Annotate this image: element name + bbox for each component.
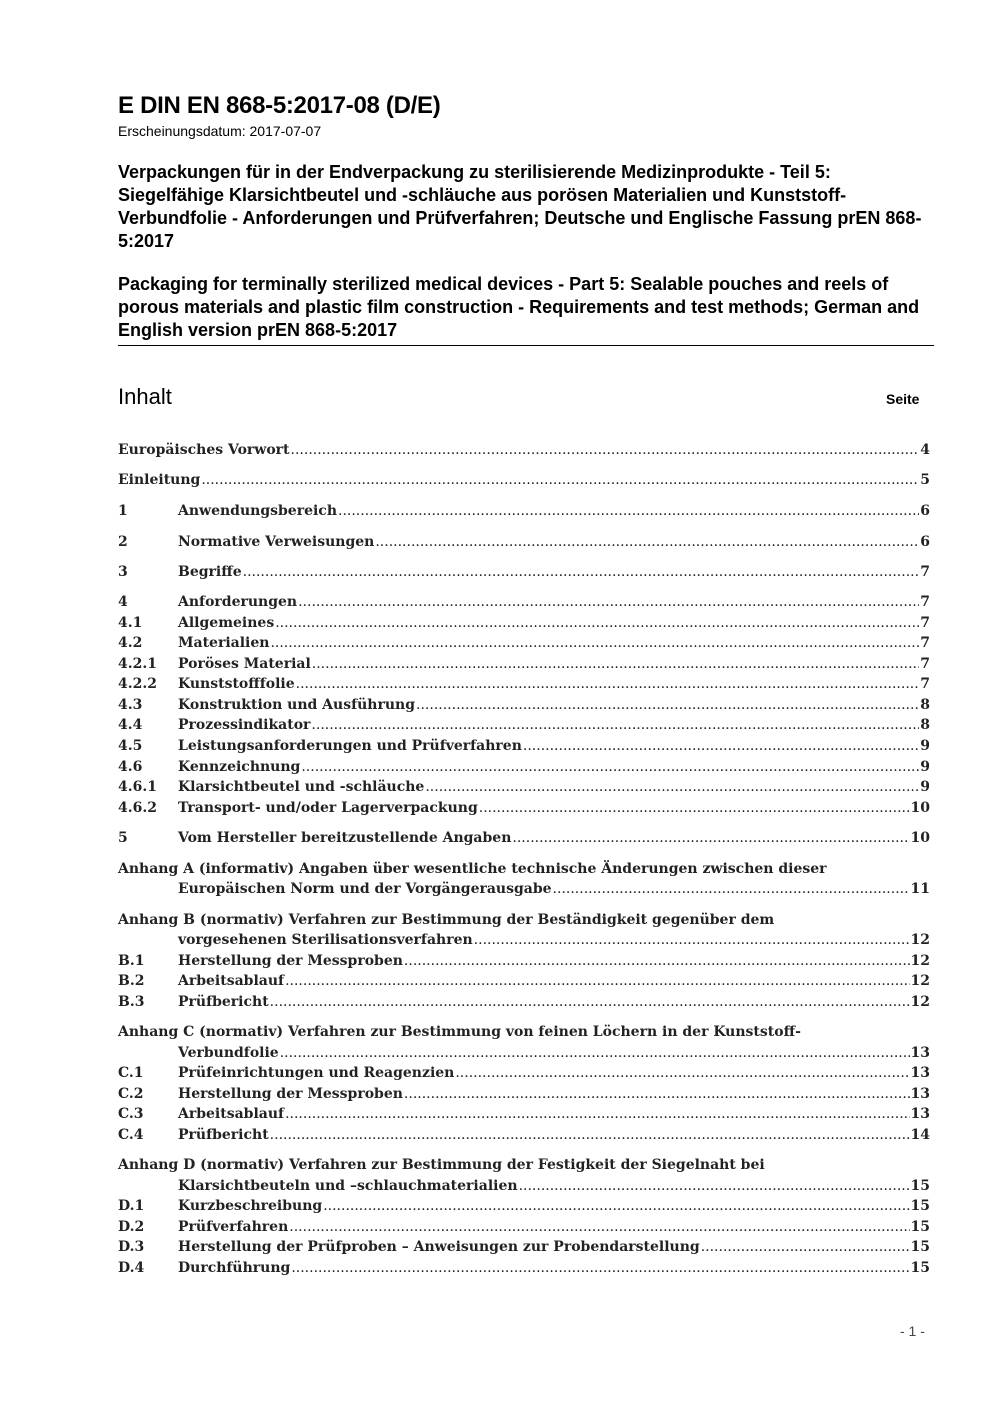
toc-entry-title: Normative Verweisungen [178, 534, 375, 550]
toc-entry-title: Anwendungsbereich [178, 503, 337, 519]
toc-entry[interactable] [118, 736, 930, 756]
toc-entry-title: Europäisches Vorwort [118, 442, 290, 458]
toc-entry-number: D.3 [118, 1239, 145, 1255]
toc-entry-title: Arbeitsablauf [178, 973, 285, 989]
toc-entry-number: 4.5 [118, 738, 143, 754]
toc-entry[interactable] [178, 930, 930, 950]
toc-entry-page: 7 [920, 594, 930, 610]
toc-entry-number: C.1 [118, 1065, 144, 1081]
toc-entry-page: 9 [920, 738, 930, 754]
toc-entry[interactable] [118, 1217, 930, 1237]
document-id: E DIN EN 868-5:2017-08 (D/E) [118, 92, 441, 119]
toc-entry[interactable] [178, 879, 930, 899]
toc-entry-title: Prüfbericht [178, 994, 269, 1010]
toc-entry-page: 11 [910, 881, 930, 897]
toc-entry-title: Vom Hersteller bereitzustellende Angaben [178, 830, 512, 846]
publication-date: Erscheinungsdatum: 2017-07-07 [118, 123, 322, 139]
toc-entry-number: 4.1 [118, 615, 143, 631]
toc-annex-c-title[interactable]: Anhang C (normativ) Verfahren zur Bestimmung von feinen Löchern in der Kunststoff- [118, 1024, 801, 1040]
toc-entry-page: 12 [910, 953, 930, 969]
toc-entry[interactable] [178, 1043, 930, 1063]
title-german: Verpackungen für in der Endverpackung zu sterilisierende Medizinprodukte - Teil 5: Siegelfähige Klarsichtbeutel und -schläuche aus porösen Materialien und Kunststoff-Verbundfolie - Anforderungen und Prüfverfahren; Deutsche und Englische Fassung prEN 868-5:2017 [118, 162, 922, 251]
toc-heading: Inhalt [118, 384, 172, 409]
toc-entry-number: D.1 [118, 1198, 145, 1214]
toc-entry[interactable] [118, 562, 930, 582]
toc-entry[interactable] [118, 951, 930, 971]
toc-entry-number: D.2 [118, 1219, 145, 1235]
toc-entry-page: 8 [920, 697, 930, 713]
toc-entry-page: 13 [910, 1106, 930, 1122]
toc-entry[interactable] [118, 654, 930, 674]
toc-entry-number: C.2 [118, 1086, 144, 1102]
toc-entry-number: 4.4 [118, 717, 143, 733]
toc-entry[interactable] [118, 501, 930, 521]
toc-entry-number: 5 [118, 830, 128, 846]
toc-entry-page: 7 [920, 635, 930, 651]
toc-entry[interactable] [118, 532, 930, 552]
toc-entry-title: Poröses Material [178, 656, 311, 672]
toc-entry-number: B.3 [118, 994, 145, 1010]
toc-entry-title: Verbundfolie [178, 1045, 279, 1061]
toc-entry[interactable] [118, 971, 930, 991]
toc-entry[interactable] [118, 715, 930, 735]
toc-entry-page: 15 [910, 1239, 930, 1255]
toc-entry-title: Herstellung der Prüfproben – Anweisungen zur Probendarstellung [178, 1239, 700, 1255]
toc-entry-title: vorgesehenen Sterilisationsverfahren [178, 932, 473, 948]
toc-entry-number: D.4 [118, 1260, 145, 1276]
toc-entry-page: 5 [920, 472, 930, 488]
toc-entry-page: 15 [910, 1260, 930, 1276]
toc-entry-page: 10 [910, 830, 930, 846]
toc-entry-page: 8 [920, 717, 930, 733]
header-divider [118, 345, 934, 346]
toc-entry[interactable] [118, 1258, 930, 1278]
toc-annex-b-title[interactable]: Anhang B (normativ) Verfahren zur Bestimmung der Beständigkeit gegenüber dem [118, 912, 775, 928]
toc-entry[interactable] [118, 674, 930, 694]
toc-entry-page: 13 [910, 1065, 930, 1081]
toc-entry-title: Prozessindikator [178, 717, 311, 733]
toc-entry-page: 9 [920, 759, 930, 775]
toc-entry-page: 6 [920, 534, 930, 550]
toc-entry-title: Leistungsanforderungen und Prüfverfahren [178, 738, 522, 754]
toc-entry-page: 6 [920, 503, 930, 519]
toc-entry-title: Einleitung [118, 472, 201, 488]
toc-entry[interactable] [118, 470, 930, 490]
toc-entry-title: Kurzbeschreibung [178, 1198, 323, 1214]
toc-entry-number: 4.2 [118, 635, 143, 651]
page-number: - 1 - [900, 1323, 925, 1339]
toc-entry-title: Herstellung der Messproben [178, 953, 403, 969]
toc-entry-number: 4.6 [118, 759, 143, 775]
toc-entry[interactable] [118, 777, 930, 797]
toc-entry[interactable] [118, 613, 930, 633]
toc-entry[interactable] [118, 992, 930, 1012]
toc-entry[interactable] [118, 633, 930, 653]
toc-entry-title: Konstruktion und Ausführung [178, 697, 416, 713]
toc-entry-title: Europäischen Norm und der Vorgängerausgabe [178, 881, 552, 897]
toc-entry[interactable] [118, 1084, 930, 1104]
toc-entry-title: Arbeitsablauf [178, 1106, 285, 1122]
toc-entry-title: Klarsichtbeutel und -schläuche [178, 779, 425, 795]
toc-entry-title: Begriffe [178, 564, 242, 580]
toc-entry-number: 4.3 [118, 697, 143, 713]
toc-entry[interactable] [118, 695, 930, 715]
toc-entry-page: 7 [920, 615, 930, 631]
toc-entry-number: 4.2.2 [118, 676, 157, 692]
toc-entry[interactable] [118, 592, 930, 612]
toc-entry-page: 10 [910, 800, 930, 816]
toc-entry-title: Durchführung [178, 1260, 291, 1276]
toc-entry[interactable] [118, 1125, 930, 1145]
toc-entry-title: Anforderungen [178, 594, 298, 610]
toc-entry-page: 15 [910, 1198, 930, 1214]
toc-entry-page: 7 [920, 656, 930, 672]
toc-entry-page: 13 [910, 1086, 930, 1102]
toc-entry-page: 15 [910, 1219, 930, 1235]
toc-entry-page: 14 [910, 1127, 930, 1143]
toc-entry-number: 4.2.1 [118, 656, 157, 672]
toc-entry[interactable] [118, 1237, 930, 1257]
toc-entry-number: B.2 [118, 973, 145, 989]
toc-annex-a-title[interactable]: Anhang A (informativ) Angaben über wesentliche technische Änderungen zwischen dieser [118, 861, 827, 877]
toc-page-label: Seite [886, 391, 920, 407]
toc-entry-title: Kennzeichnung [178, 759, 301, 775]
toc-entry-page: 12 [910, 973, 930, 989]
toc-entry-number: 4.6.2 [118, 800, 157, 816]
toc-entry-title: Materialien [178, 635, 270, 651]
toc-entry[interactable] [178, 1176, 930, 1196]
toc-entry-title: Prüfverfahren [178, 1219, 289, 1235]
toc-entry-title: Prüfbericht [178, 1127, 269, 1143]
toc-entry-page: 15 [910, 1178, 930, 1194]
toc-entry-page: 4 [920, 442, 930, 458]
toc-entry-title: Herstellung der Messproben [178, 1086, 403, 1102]
toc-entry-number: 4 [118, 594, 128, 610]
toc-entry-number: B.1 [118, 953, 145, 969]
toc-entry[interactable] [118, 798, 930, 818]
toc-entry[interactable] [118, 1196, 930, 1216]
toc-entry-number: 3 [118, 564, 128, 580]
toc-entry-title: Klarsichtbeuteln und –schlauchmaterialien [178, 1178, 518, 1194]
toc-entry-number: 4.6.1 [118, 779, 157, 795]
toc-annex-d-title[interactable]: Anhang D (normativ) Verfahren zur Bestimmung der Festigkeit der Siegelnaht bei [118, 1157, 765, 1173]
title-english: Packaging for terminally sterilized medical devices - Part 5: Sealable pouches and reels of porous materials and plastic film construction - Requirements and test methods; German and English version prEN 868-5:2017 [118, 274, 920, 340]
toc-entry-title: Kunststofffolie [178, 676, 295, 692]
toc-entry-title: Prüfeinrichtungen und Reagenzien [178, 1065, 455, 1081]
toc-entry-title: Transport- und/oder Lagerverpackung [178, 800, 478, 816]
toc-entry[interactable] [118, 1104, 930, 1124]
toc-entry-number: C.3 [118, 1106, 144, 1122]
toc-entry-page: 12 [910, 932, 930, 948]
toc-entry[interactable] [118, 757, 930, 777]
toc-entry-title: Allgemeines [178, 615, 275, 631]
toc-entry-number: 2 [118, 534, 128, 550]
toc-entry-page: 12 [910, 994, 930, 1010]
toc-entry-page: 13 [910, 1045, 930, 1061]
toc-entry-number: C.4 [118, 1127, 144, 1143]
toc-entry-page: 7 [920, 676, 930, 692]
toc-entry[interactable] [118, 440, 930, 460]
toc-entry-page: 7 [920, 564, 930, 580]
toc-entry-number: 1 [118, 503, 128, 519]
toc-entry-page: 9 [920, 779, 930, 795]
toc-entry[interactable] [118, 828, 930, 848]
toc-entry[interactable] [118, 1063, 930, 1083]
